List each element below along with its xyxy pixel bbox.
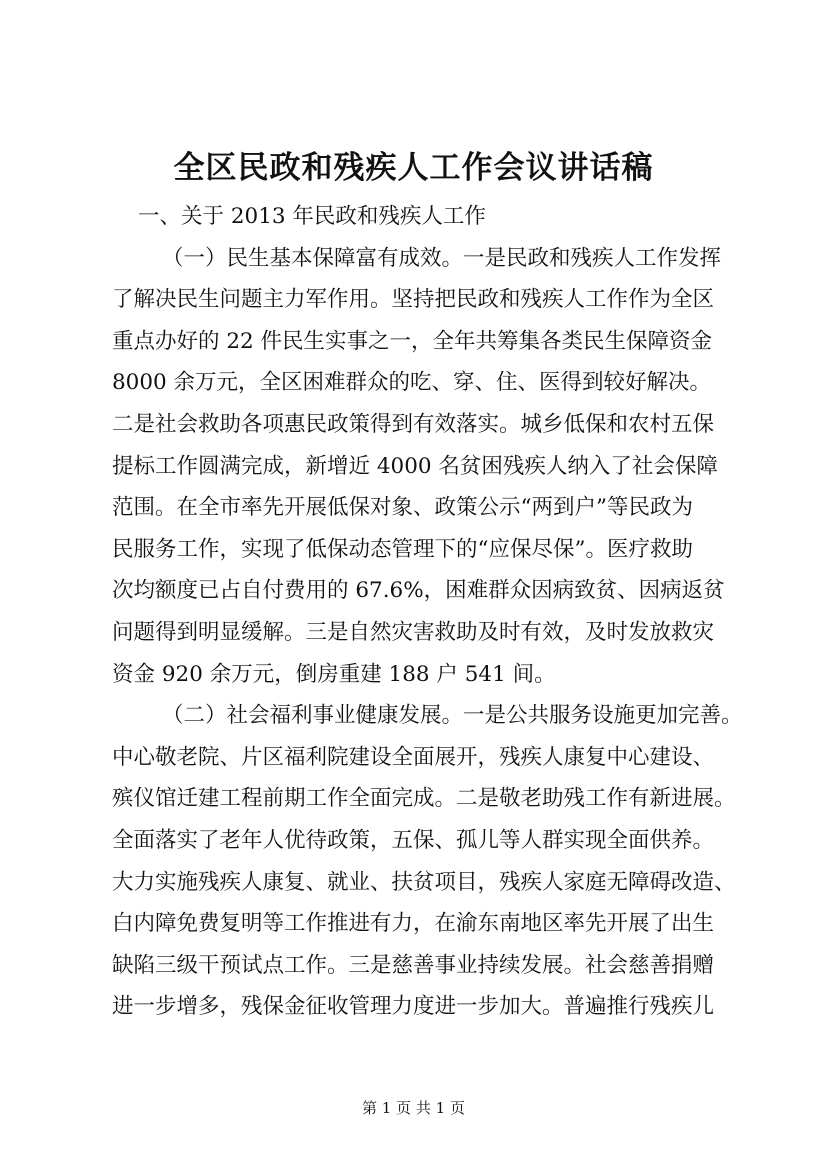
paragraph-line: 了解决民生问题主力军作用。坚持把民政和残疾人工作作为全区	[112, 287, 715, 313]
paragraph-line: 问题得到明显缓解。三是自然灾害救助及时有效，及时发放救灾	[112, 619, 715, 645]
paragraph-line: 重点办好的 22 件民生实事之一，全年共筹集各类民生保障资金	[112, 328, 713, 354]
paragraph-line: （一）民生基本保障富有成效。一是民政和残疾人工作发挥	[162, 245, 722, 271]
page-footer: 第 1 页 共 1 页	[362, 1099, 465, 1117]
document-title: 全区民政和残疾人工作会议讲话稿	[173, 150, 654, 186]
paragraph-line: 殡仪馆迁建工程前期工作全面完成。二是敬老助残工作有新进展。	[112, 786, 736, 812]
paragraph-line: 白内障免费复明等工作推进有力，在渝东南地区率先开展了出生	[112, 911, 715, 937]
paragraph-line: 资金 920 余万元，倒房重建 188 户 541 间。	[112, 661, 556, 687]
paragraph-line: 进一步增多，残保金征收管理力度进一步加大。普遍推行残疾儿	[112, 994, 715, 1020]
paragraph-line: 范围。在全市率先开展低保对象、政策公示“两到户”等民政为	[112, 495, 693, 521]
section-heading: 一、关于 2013 年民政和残疾人工作	[138, 204, 486, 229]
paragraph-line: 全面落实了老年人优待政策，五保、孤儿等人群实现全面供养。	[112, 827, 715, 853]
paragraph-line: 缺陷三级干预试点工作。三是慈善事业持续发展。社会慈善捐赠	[112, 952, 715, 978]
paragraph-line: 民服务工作，实现了低保动态管理下的“应保尽保”。医疗救助	[112, 536, 693, 562]
paragraph-line: （二）社会福利事业健康发展。一是公共服务设施更加完善。	[162, 703, 743, 729]
paragraph-line: 二是社会救助各项惠民政策得到有效落实。城乡低保和农村五保	[112, 411, 715, 437]
paragraph-line: 次均额度已占自付费用的 67.6%，困难群众因病致贫、因病返贫	[112, 578, 725, 604]
paragraph-line: 8000 余万元，全区困难群众的吃、穿、住、医得到较好解决。	[112, 370, 712, 396]
document-body	[112, 196, 742, 1028]
paragraph-line: 大力实施残疾人康复、就业、扶贫项目，残疾人家庭无障碍改造、	[112, 869, 736, 895]
paragraph-line: 提标工作圆满完成，新增近 4000 名贫困残疾人纳入了社会保障	[112, 453, 718, 479]
paragraph-line: 中心敬老院、片区福利院建设全面展开，残疾人康复中心建设、	[112, 744, 715, 770]
